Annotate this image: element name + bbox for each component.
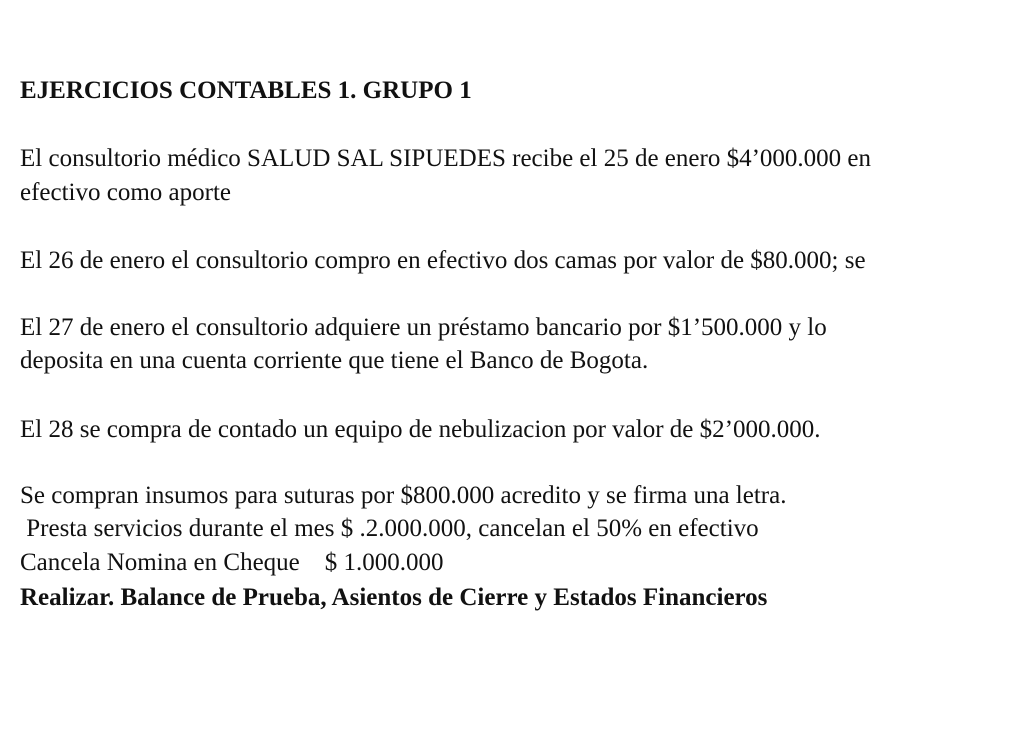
exercise-line-6: El 28 se compra de contado un equipo de nebulizacion por valor de $2’000.000. xyxy=(20,416,821,443)
exercise-line-7: Se compran insumos para suturas por $800.000 acredito y se firma una letra. xyxy=(20,482,787,509)
exercise-line-5: deposita en una cuenta corriente que tiene el Banco de Bogota. xyxy=(20,347,649,374)
exercise-line-3: El 26 de enero el consultorio compro en efectivo dos camas por valor de $80.000; se xyxy=(20,247,866,274)
document-title: EJERCICIOS CONTABLES 1. GRUPO 1 xyxy=(20,77,472,104)
exercise-line-1: El consultorio médico SALUD SAL SIPUEDES recibe el 25 de enero $4’000.000 en xyxy=(20,145,872,172)
exercise-line-9: Cancela Nomina en Cheque $ 1.000.000 xyxy=(20,549,444,576)
exercise-line-8: Presta servicios durante el mes $ .2.000.000, cancelan el 50% en efectivo xyxy=(20,515,759,542)
instruction-line: Realizar. Balance de Prueba, Asientos de Cierre y Estados Financieros xyxy=(20,584,768,611)
exercise-line-4: El 27 de enero el consultorio adquiere un préstamo bancario por $1’500.000 y lo xyxy=(20,314,827,341)
exercise-line-2: efectivo como aporte xyxy=(20,179,232,206)
